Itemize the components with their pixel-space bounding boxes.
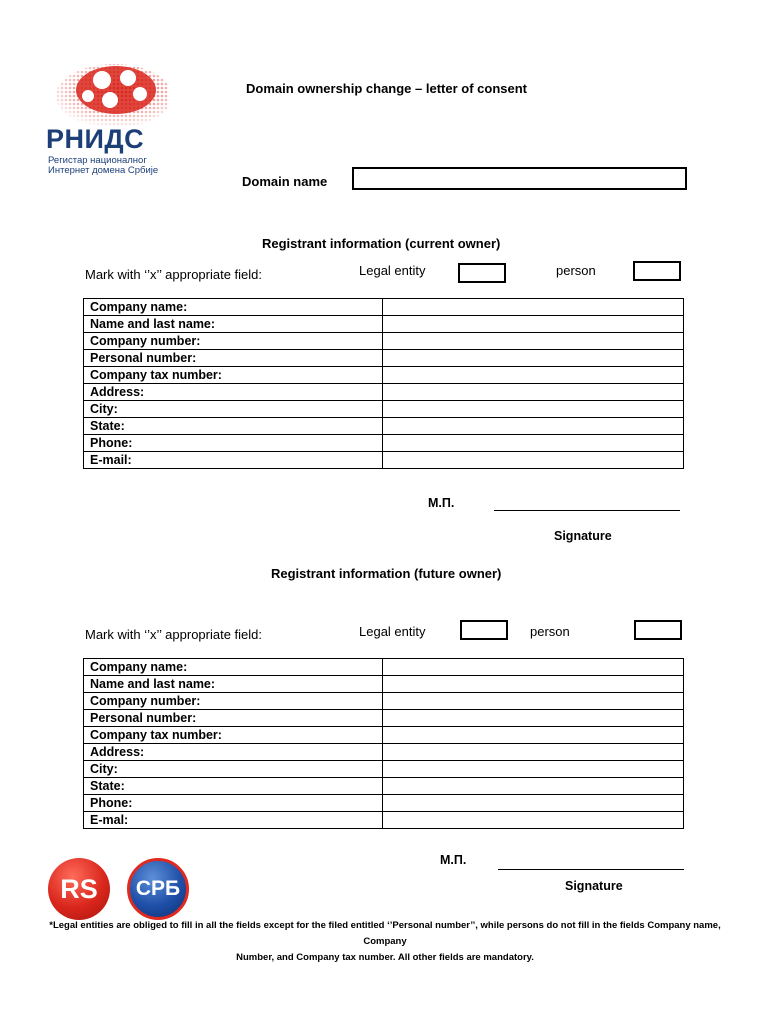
table-row xyxy=(84,333,684,350)
row-label: Company number: xyxy=(84,333,383,350)
table-row xyxy=(84,727,684,744)
table-row xyxy=(84,659,684,676)
table-row xyxy=(84,316,684,333)
logo-subtitle-line2: Интернет домена Србије xyxy=(48,165,159,176)
row-label: Address: xyxy=(84,384,383,401)
current-stamp-label: М.П. xyxy=(428,496,455,510)
row-label: Phone: xyxy=(84,435,383,452)
table-row xyxy=(84,795,684,812)
table-row xyxy=(84,710,684,727)
table-row xyxy=(84,744,684,761)
personal-number-field[interactable] xyxy=(383,710,684,727)
state-field[interactable] xyxy=(383,418,684,435)
table-row xyxy=(84,452,684,469)
row-label: Company name: xyxy=(84,659,383,676)
row-label: State: xyxy=(84,778,383,795)
company-name-field[interactable] xyxy=(383,659,684,676)
current-legal-entity-label: Legal entity xyxy=(359,263,426,278)
name-field[interactable] xyxy=(383,676,684,693)
logo-subtitle-line1: Регистар националног xyxy=(48,155,147,166)
row-label: Company tax number: xyxy=(84,727,383,744)
row-label: Company tax number: xyxy=(84,367,383,384)
table-row xyxy=(84,693,684,710)
row-label: E-mail: xyxy=(84,452,383,469)
city-field[interactable] xyxy=(383,761,684,778)
row-label: E-mal: xyxy=(84,812,383,829)
table-row xyxy=(84,384,684,401)
company-number-field[interactable] xyxy=(383,333,684,350)
company-name-field[interactable] xyxy=(383,299,684,316)
current-owner-heading: Registrant information (current owner) xyxy=(262,236,501,251)
row-label: State: xyxy=(84,418,383,435)
current-person-checkbox[interactable] xyxy=(633,261,681,281)
table-row xyxy=(84,778,684,795)
current-person-label: person xyxy=(556,263,596,278)
company-number-field[interactable] xyxy=(383,693,684,710)
row-label: Personal number: xyxy=(84,710,383,727)
tax-number-field[interactable] xyxy=(383,727,684,744)
address-field[interactable] xyxy=(383,384,684,401)
row-label: Address: xyxy=(84,744,383,761)
current-mark-label: Mark with ‘’x’’ appropriate field: xyxy=(85,267,263,282)
future-signature-line[interactable] xyxy=(498,869,684,870)
future-owner-heading: Registrant information (future owner) xyxy=(271,566,502,581)
rs-badge-icon: RS xyxy=(48,858,110,920)
srb-badge-icon: СРБ xyxy=(127,858,189,920)
row-label: Name and last name: xyxy=(84,676,383,693)
phone-field[interactable] xyxy=(383,435,684,452)
table-row xyxy=(84,761,684,778)
tax-number-field[interactable] xyxy=(383,367,684,384)
row-label: Personal number: xyxy=(84,350,383,367)
footnote xyxy=(40,918,730,966)
email-field[interactable] xyxy=(383,812,684,829)
future-person-label: person xyxy=(530,624,570,639)
email-field[interactable] xyxy=(383,452,684,469)
personal-number-field[interactable] xyxy=(383,350,684,367)
state-field[interactable] xyxy=(383,778,684,795)
footnote-line2: Number, and Company tax number. All other fields are mandatory. xyxy=(236,952,534,963)
table-row xyxy=(84,401,684,418)
row-label: Phone: xyxy=(84,795,383,812)
phone-field[interactable] xyxy=(383,795,684,812)
city-field[interactable] xyxy=(383,401,684,418)
logo-wordmark: РНИДС xyxy=(46,124,145,154)
name-field[interactable] xyxy=(383,316,684,333)
table-row xyxy=(84,435,684,452)
table-row xyxy=(84,812,684,829)
footnote-line1: *Legal entities are obliged to fill in all the fields except for the filed entitled ‘’Personal number’’, while persons do not fill in the fields Company name, Company xyxy=(49,920,721,947)
future-owner-table xyxy=(83,658,684,829)
future-signature-label: Signature xyxy=(565,879,623,893)
rnids-logo xyxy=(44,62,168,174)
address-field[interactable] xyxy=(383,744,684,761)
page-title: Domain ownership change – letter of consent xyxy=(246,81,527,96)
current-signature-label: Signature xyxy=(554,529,612,543)
table-row xyxy=(84,676,684,693)
domain-name-field[interactable] xyxy=(352,167,687,190)
row-label: City: xyxy=(84,761,383,778)
domain-name-label: Domain name xyxy=(242,174,328,189)
row-label: Company name: xyxy=(84,299,383,316)
future-stamp-label: М.П. xyxy=(440,853,467,867)
row-label: City: xyxy=(84,401,383,418)
future-legal-entity-checkbox[interactable] xyxy=(460,620,508,640)
future-mark-label: Mark with ‘’x’’ appropriate field: xyxy=(85,627,263,642)
row-label: Company number: xyxy=(84,693,383,710)
current-legal-entity-checkbox[interactable] xyxy=(458,263,506,283)
future-person-checkbox[interactable] xyxy=(634,620,682,640)
table-row xyxy=(84,350,684,367)
current-signature-line[interactable] xyxy=(494,510,680,511)
table-row xyxy=(84,418,684,435)
logo-dots-graphic xyxy=(44,62,168,126)
row-label: Name and last name: xyxy=(84,316,383,333)
table-row xyxy=(84,299,684,316)
current-owner-table xyxy=(83,298,684,469)
future-legal-entity-label: Legal entity xyxy=(359,624,426,639)
table-row xyxy=(84,367,684,384)
